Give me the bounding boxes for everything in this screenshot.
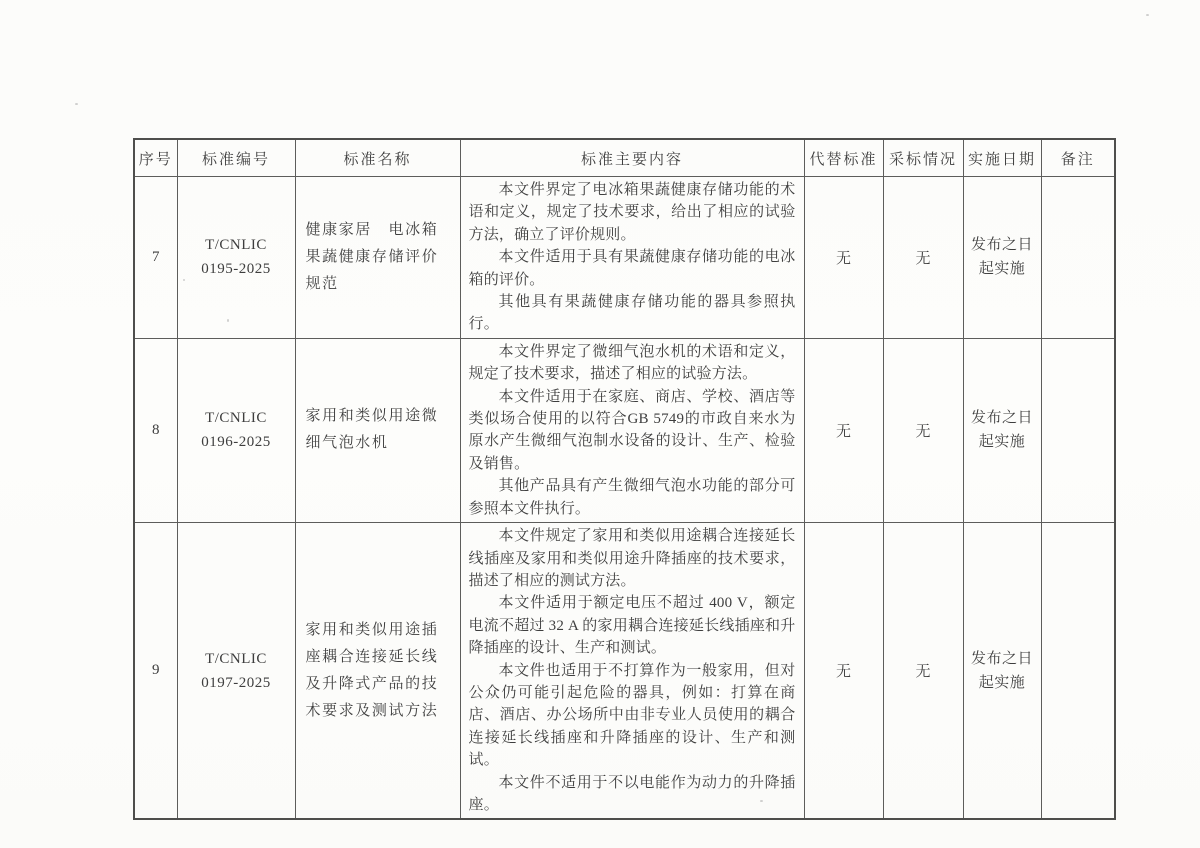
cell-code: T/CNLIC 0197-2025 xyxy=(177,523,295,820)
cell-name: 家用和类似用途插座耦合连接延长线及升降式产品的技术要求及测试方法 xyxy=(295,523,460,820)
cell-date: 发布之日起实施 xyxy=(963,338,1041,522)
cell-adoption: 无 xyxy=(883,177,963,339)
cell-remark xyxy=(1041,338,1115,522)
content-paragraph: 本文件适用于在家庭、商店、学校、酒店等类似场合使用的以符合GB 5749的市政自来水为原水产生微细气泡制水设备的设计、生产、检验及销售。 xyxy=(468,388,796,472)
col-header-replaces: 代替标准 xyxy=(804,139,883,177)
scan-speck xyxy=(1146,14,1149,16)
cell-date: 发布之日起实施 xyxy=(963,177,1041,339)
cell-content xyxy=(460,177,804,339)
col-header-index: 序号 xyxy=(134,139,177,177)
cell-adoption: 无 xyxy=(883,523,963,820)
cell-remark xyxy=(1041,523,1115,820)
col-header-name: 标准名称 xyxy=(295,139,460,177)
cell-content xyxy=(460,523,804,820)
col-header-content: 标准主要内容 xyxy=(460,139,804,177)
standards-table xyxy=(133,138,1116,820)
content-paragraph: 本文件界定了电冰箱果蔬健康存储功能的术语和定义，规定了技术要求，给出了相应的试验方法，确立了评价规则。 xyxy=(468,182,796,243)
cell-code: T/CNLIC 0195-2025 xyxy=(177,177,295,339)
content-paragraph: 本文件也适用于不打算作为一般家用，但对公众仍可能引起危险的器具，例如：打算在商店、酒店、办公场所中由非专业人员使用的耦合连接延长线插座和升降插座的设计、生产和测试。 xyxy=(468,662,796,769)
content-paragraph: 本文件适用于额定电压不超过 400 V，额定电流不超过 32 A 的家用耦合连接延长线插座和升降插座的设计、生产和测试。 xyxy=(468,595,796,657)
cell-date: 发布之日起实施 xyxy=(963,523,1041,820)
table-header-row xyxy=(134,139,1115,177)
content-paragraph: 本文件不适用于不以电能作为动力的升降插座。 xyxy=(468,774,796,813)
cell-name: 健康家居 电冰箱果蔬健康存储评价规范 xyxy=(295,177,460,339)
table-row xyxy=(134,338,1115,522)
cell-index: 9 xyxy=(134,523,177,820)
cell-replaces: 无 xyxy=(804,523,883,820)
cell-replaces: 无 xyxy=(804,177,883,339)
cell-adoption: 无 xyxy=(883,338,963,522)
cell-index: 8 xyxy=(134,338,177,522)
scan-speck xyxy=(75,103,78,105)
col-header-adoption: 采标情况 xyxy=(883,139,963,177)
content-paragraph: 本文件界定了微细气泡水机的术语和定义，规定了技术要求，描述了相应的试验方法。 xyxy=(468,343,796,383)
cell-remark xyxy=(1041,177,1115,339)
cell-index: 7 xyxy=(134,177,177,339)
content-paragraph: 本文件适用于具有果蔬健康存储功能的电冰箱的评价。 xyxy=(468,249,796,288)
col-header-code: 标准编号 xyxy=(177,139,295,177)
col-header-remark: 备注 xyxy=(1041,139,1115,177)
content-paragraph: 其他具有果蔬健康存储功能的器具参照执行。 xyxy=(468,294,796,333)
content-paragraph: 本文件规定了家用和类似用途耦合连接延长线插座及家用和类似用途升降插座的技术要求，描述了相应的测试方法。 xyxy=(468,528,796,589)
table-row xyxy=(134,177,1115,339)
cell-content xyxy=(460,338,804,522)
table-row xyxy=(134,523,1115,820)
content-paragraph: 其他产品具有产生微细气泡水功能的部分可参照本文件执行。 xyxy=(468,478,796,517)
cell-code: T/CNLIC 0196-2025 xyxy=(177,338,295,522)
cell-replaces: 无 xyxy=(804,338,883,522)
cell-name: 家用和类似用途微细气泡水机 xyxy=(295,338,460,522)
col-header-date: 实施日期 xyxy=(963,139,1041,177)
